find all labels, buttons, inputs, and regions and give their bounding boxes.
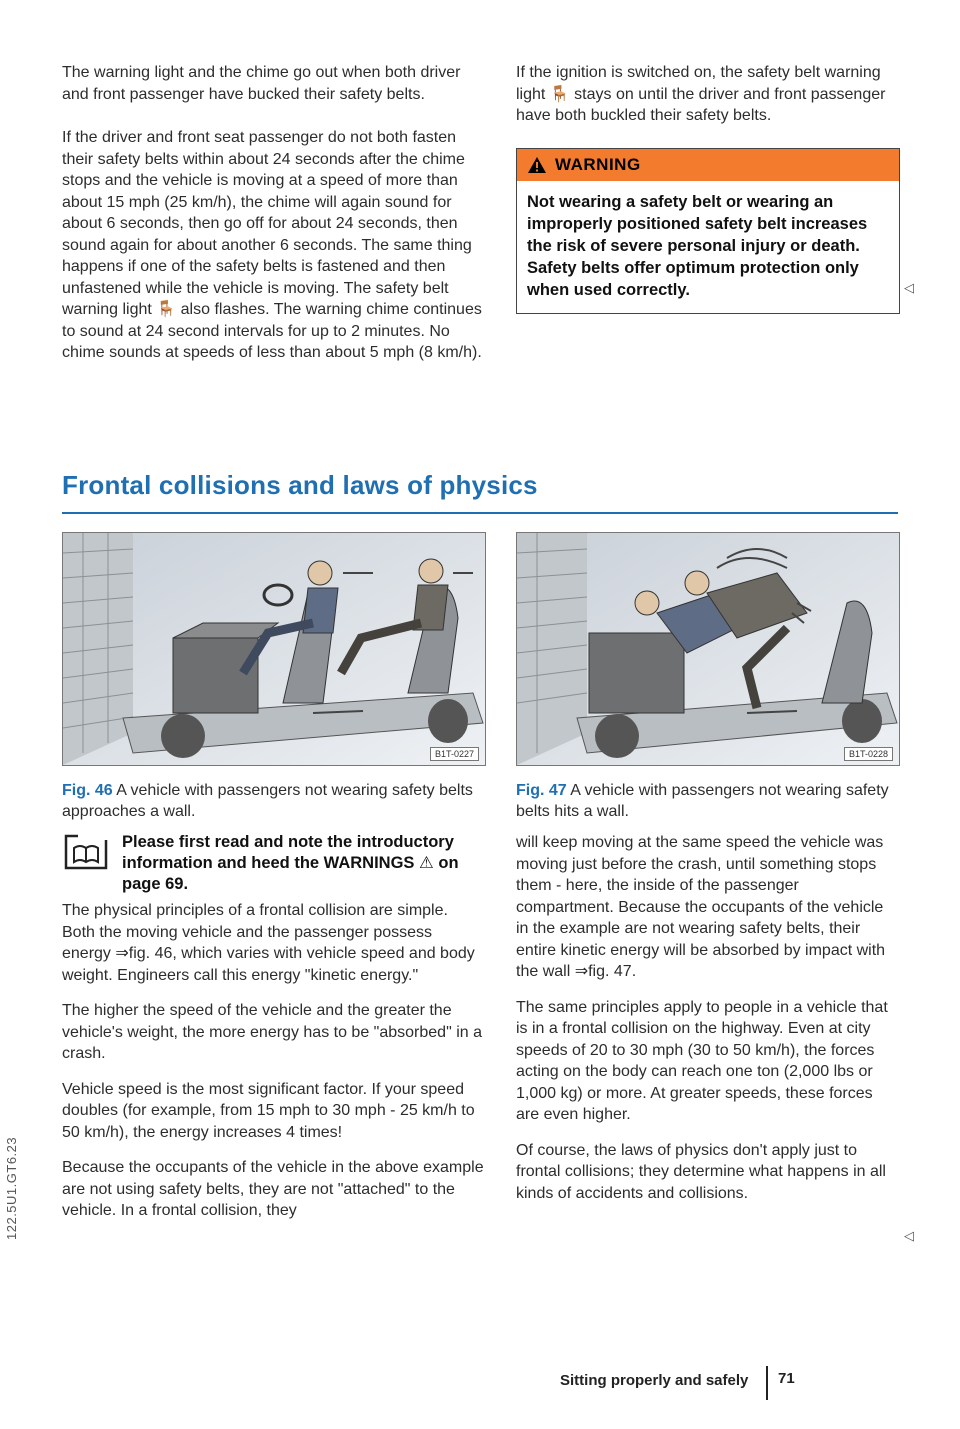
right-body-text (516, 832, 898, 1204)
warning-box (516, 148, 900, 314)
document-code: 122.5U1.GT6.23 (4, 1136, 19, 1240)
figure-47-illustration (516, 532, 900, 766)
read-first-note (62, 832, 484, 895)
paragraph: will keep moving at the same speed the vehicle was moving just before the crash, until something stops them - here, the inside of the passenger compartment. Because the occupants of the vehicle in the example are not wearing safety belts, their entire kinetic energy will be absorbed by impact with the wall ⇒fig. 47. (516, 834, 886, 980)
figure-code: B1T-0228 (844, 747, 893, 761)
figure-label: Fig. 46 (62, 782, 113, 799)
warning-triangle-icon (527, 156, 547, 174)
note-text: Please first read and note the introductory information and heed the WARNINGS ⚠ on page 69. (122, 833, 459, 893)
warning-body: Not wearing a safety belt or wearing an improperly positioned safety belt increases the risk of severe personal injury or death. Safety belts offer optimum protection only when used correctly. (527, 193, 868, 299)
left-body-text (62, 900, 484, 1222)
paragraph: Because the occupants of the vehicle in the above example are not using safety belts, they are not "attached" to the vehicle. In a frontal collision, they (62, 1159, 484, 1219)
book-icon (62, 834, 110, 872)
paragraph: Vehicle speed is the most significant factor. If your speed doubles (for example, from 15 mph to 30 mph - 25 km/h to 50 km/h), the energy increases 4 times! (62, 1080, 475, 1141)
paragraph: If the driver and front seat passenger do not both fasten their safety belts within about 24 seconds after the chime stops and the vehicle is moving at a speed of more than about 15 mph (25 km/h), the chime will again sound for about 6 seconds, then go off for about 24 seconds, then sound again for about another 6 seconds. The same thing happens if one of the safety belts is fastened and then unfastened while the vehicle is moving. The safety belt warning light 🪑 also flashes. The warning chime continues to sound at 24 second intervals for up to 2 minutes. No chime sounds at speeds of less than about 5 mph (8 km/h). (62, 129, 482, 361)
paragraph: Of course, the laws of physics don't apply just to frontal collisions; they determine what happens in all kinds of accidents and collisions. (516, 1141, 886, 1202)
paragraph: The warning light and the chime go out when both driver and front passenger have bucked their safety belts. (62, 64, 461, 103)
warning-heading: WARNING (555, 155, 641, 174)
warning-header (517, 149, 899, 181)
figure-caption-text: A vehicle with passengers not wearing safety belts hits a wall. (516, 782, 889, 820)
figure-47-caption (516, 780, 898, 822)
figure-caption-text: A vehicle with passengers not wearing safety belts approaches a wall. (62, 782, 473, 820)
paragraph: The higher the speed of the vehicle and the greater the vehicle's weight, the more energy has to be "absorbed" in a crash. (62, 1002, 482, 1062)
left-top-text (62, 62, 484, 364)
figure-code: B1T-0227 (430, 747, 479, 761)
footer-divider (766, 1366, 768, 1400)
paragraph: The same principles apply to people in a vehicle that is in a frontal collision on the highway. Even at city speeds of 20 to 30 mph (30 to 50 km/h), the forces acting on the body can reach one ton (2,000 lbs or 1,000 kg) or more. At greater speeds, these forces are even higher. (516, 998, 888, 1123)
footer-section-name: Sitting properly and safely (560, 1372, 749, 1389)
vehicle-approaching-wall-illustration (63, 533, 485, 765)
figure-46-illustration (62, 532, 486, 766)
vehicle-hits-wall-illustration (517, 533, 899, 765)
section-title: Frontal collisions and laws of physics (62, 470, 538, 500)
paragraph: The physical principles of a frontal collision are simple. Both the moving vehicle and the passenger possess energy ⇒fig. 46, which varies with vehicle speed and body weight. Engineers call this energy "kinetic energy." (62, 902, 475, 984)
right-top-text (516, 62, 898, 127)
end-of-section-mark: ◁ (904, 1228, 914, 1243)
figure-46-caption (62, 780, 484, 822)
figure-label: Fig. 47 (516, 782, 567, 799)
section-divider (62, 512, 898, 514)
end-of-section-mark: ◁ (904, 280, 914, 295)
paragraph: If the ignition is switched on, the safety belt warning light 🪑 stays on until the driver and front passenger have both buckled their safety belts. (516, 64, 886, 124)
page-number: 71 (778, 1370, 795, 1387)
